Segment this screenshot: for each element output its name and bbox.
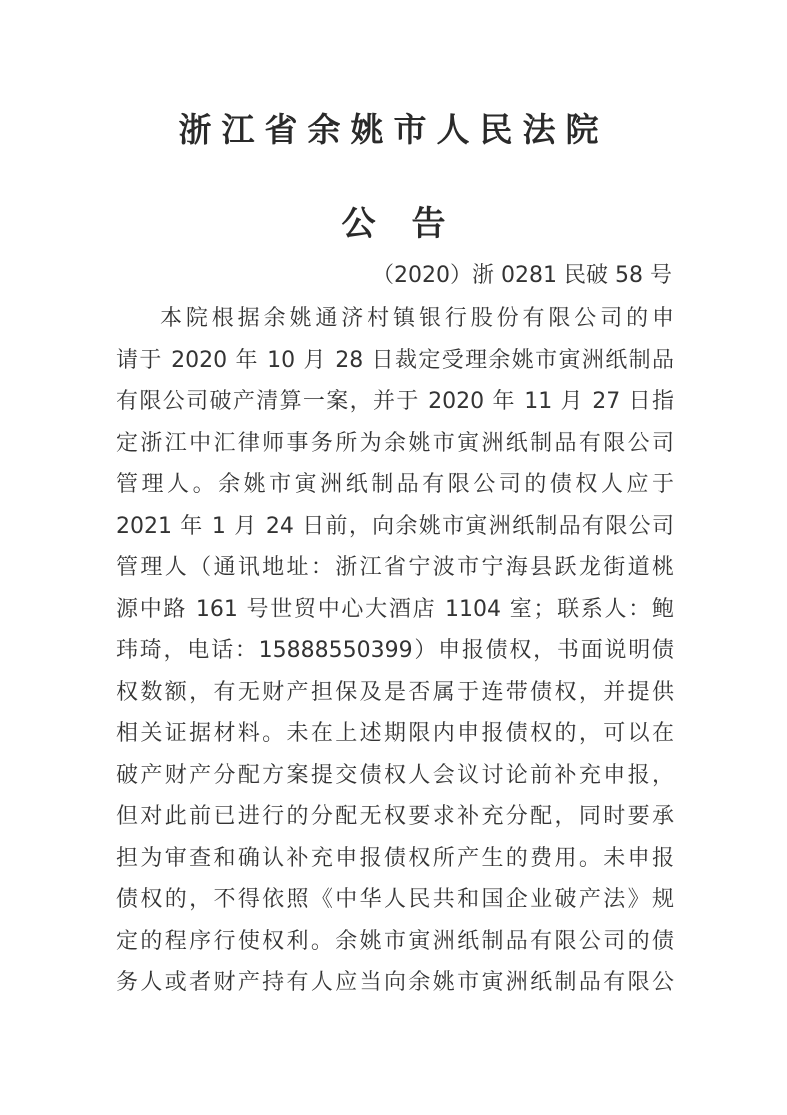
body-line: 债权的，不得依照《中华人民共和国企业破产法》规 [116, 887, 674, 912]
body-line: 玮琦，电话：15888550399）申报债权，书面说明债 [116, 638, 674, 663]
body-line: 相关证据材料。未在上述期限内申报债权的，可以在 [116, 721, 674, 746]
notice-body [116, 298, 674, 1004]
body-line: 但对此前已进行的分配无权要求补充分配，同时要承 [116, 804, 674, 829]
body-line: 管理人（通讯地址：浙江省宁波市宁海县跃龙街道桃 [116, 555, 674, 580]
body-line: 源中路 161 号世贸中心大酒店 1104 室；联系人：鲍 [116, 596, 674, 622]
case-number: （2020）浙 0281 民破 58 号 [372, 263, 672, 288]
body-line: 本院根据余姚通济村镇银行股份有限公司的申 [160, 306, 674, 331]
court-name-heading: 浙江省余姚市人民法院 [178, 110, 609, 149]
body-line: 2021 年 1 月 24 日前，向余姚市寅洲纸制品有限公司 [116, 513, 674, 539]
body-line: 定浙江中汇律师事务所为余姚市寅洲纸制品有限公司 [116, 430, 674, 456]
body-line: 请于 2020 年 10 月 28 日裁定受理余姚市寅洲纸制品 [116, 347, 674, 373]
body-line: 破产财产分配方案提交债权人会议讨论前补充申报， [116, 762, 674, 788]
body-line: 权数额，有无财产担保及是否属于连带债权，并提供 [116, 679, 674, 705]
body-line: 管理人。余姚市寅洲纸制品有限公司的债权人应于 [116, 472, 674, 497]
body-line: 务人或者财产持有人应当向余姚市寅洲纸制品有限公 [116, 970, 674, 995]
notice-title: 公告 [341, 204, 482, 244]
body-line: 有限公司破产清算一案，并于 2020 年 11 月 27 日指 [116, 389, 674, 414]
body-line: 担为审查和确认补充申报债权所产生的费用。未申报 [116, 845, 674, 871]
body-line: 定的程序行使权利。余姚市寅洲纸制品有限公司的债 [116, 928, 674, 954]
